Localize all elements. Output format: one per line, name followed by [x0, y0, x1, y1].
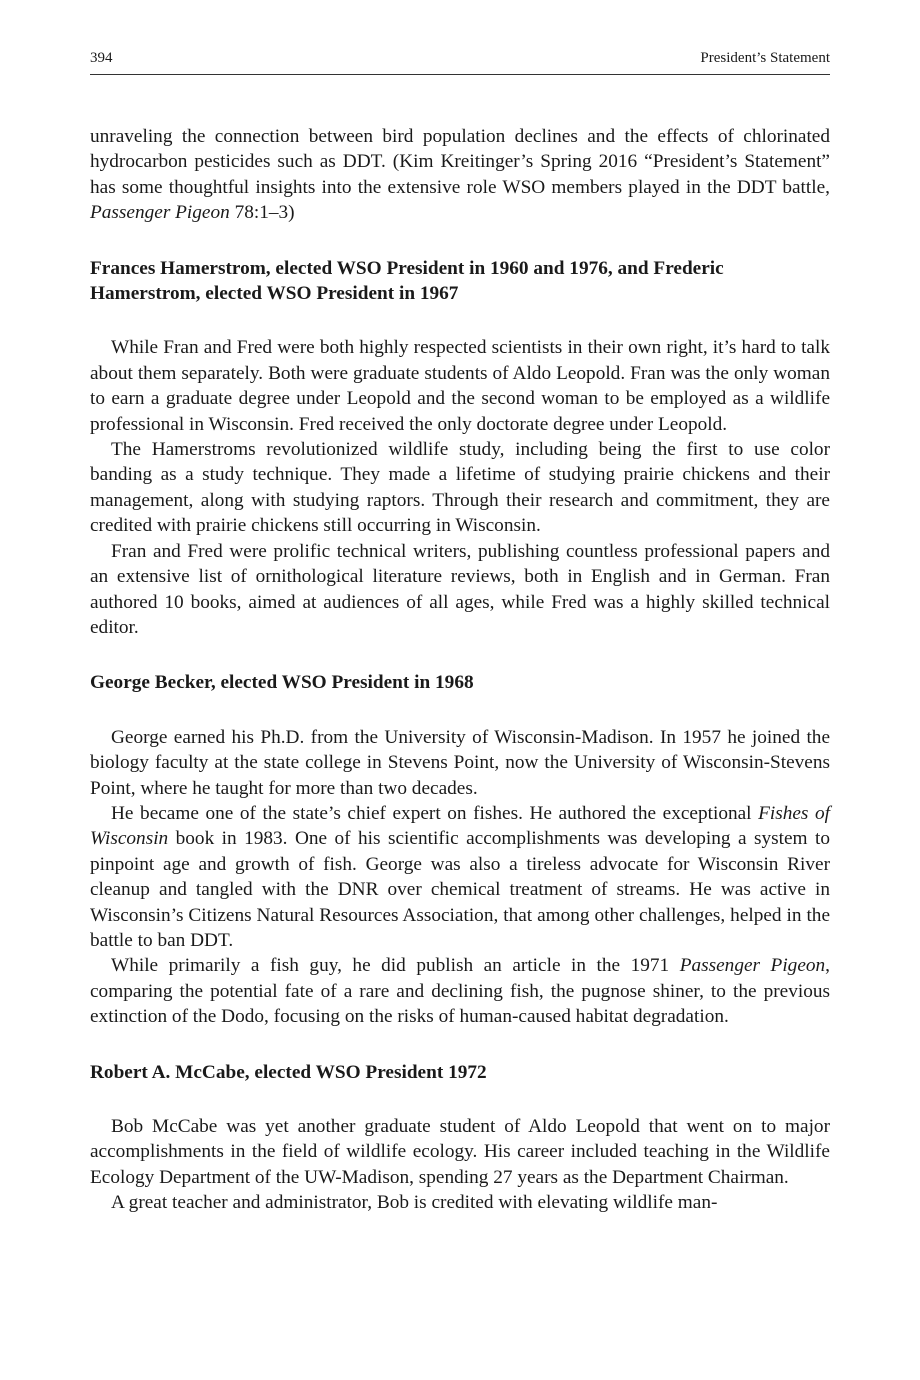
- journal-title: Passenger Pigeon: [679, 955, 826, 977]
- mccabe-paragraph-2: A great teacher and administrator, Bob is credited with elevating wildlife man-: [111, 1192, 718, 1214]
- running-title: President’s Statement: [700, 50, 830, 66]
- intro-text: unraveling the connection between bird population declines and the effects of chlorinated hydrocarbon pesticides such as DDT. (Kim Kreitinger’s Spring 2016 “President’s Statement” has some thoughtful insights into the extensive role WSO members played in the DDT battle,: [90, 126, 830, 198]
- mccabe-paragraph-1: Bob McCabe was yet another graduate student of Aldo Leopold that went on to major accomplishments in the field of wildlife ecology. His career included teaching in the Wildlife Ecology Department of the UW-Madison, spending 27 years as the Department Chairman.: [90, 1116, 830, 1188]
- book-title: Fishes of Wisconsin: [90, 802, 830, 850]
- becker-paragraph-2: He became one of the state’s chief expert on fishes. He authored the exceptional Fishes of Wisconsin book in 1983. One of his scientific accomplishments was developing a system to pinpoint age and growth of fish. George was also a tireless advocate for Wisconsin River cleanup and tangled with the DNR over chemical treatment of streams. He was active in Wisconsin’s Citizens Natural Resources Association, that among other challenges, helped in the battle to ban DDT.: [90, 802, 830, 951]
- intro-journal-title: Passenger Pigeon: [90, 202, 230, 224]
- hamerstrom-paragraph-3: Fran and Fred were prolific technical writers, publishing countless professional papers and an extensive list of ornithological literature reviews, both in English and in German. Fran authored 10 books, aimed at audiences of all ages, while Fred was a highly skilled technical editor.: [90, 540, 830, 638]
- page-number: 394: [90, 50, 113, 66]
- hamerstrom-paragraph-1: While Fran and Fred were both highly respected scientists in their own right, it’s hard to talk about them separately. Both were graduate students of Aldo Leopold. Fran was the only woman to earn a graduate degree under Leopold and the second woman to be employed as a wildlife professional in Wisconsin. Fred received the only doctorate degree under Leopold.: [90, 337, 830, 435]
- section-heading-becker: George Becker, elected WSO President in 1968: [90, 672, 474, 694]
- section-heading-mccabe: Robert A. McCabe, elected WSO President 1972: [90, 1061, 487, 1083]
- running-header: [90, 50, 830, 75]
- intro-paragraph: [90, 124, 830, 226]
- intro-citation: 78:1–3): [229, 202, 295, 224]
- section-heading-hamerstrom: Frances Hamerstrom, elected WSO President in 1960 and 1976, and Frederic Hamerstrom, elected WSO President in 1967: [90, 257, 724, 305]
- hamerstrom-paragraph-2: The Hamerstroms revolutionized wildlife study, including being the first to use color banding as a study technique. They made a lifetime of studying prairie chickens and their management, along with studying raptors. Through their research and commitment, they are credited with prairie chickens still occurring in Wisconsin.: [90, 439, 830, 537]
- page-body: [90, 124, 830, 1216]
- becker-paragraph-3: While primarily a fish guy, he did publish an article in the 1971 Passenger Pigeon, comparing the potential fate of a rare and declining fish, the pugnose shiner, to the previous extinction of the Dodo, focusing on the risks of human-caused habitat degradation.: [90, 955, 830, 1028]
- becker-paragraph-1: George earned his Ph.D. from the University of Wisconsin-Madison. In 1957 he joined the biology faculty at the state college in Stevens Point, now the University of Wisconsin-Stevens Point, where he taught for more than two decades.: [90, 726, 830, 799]
